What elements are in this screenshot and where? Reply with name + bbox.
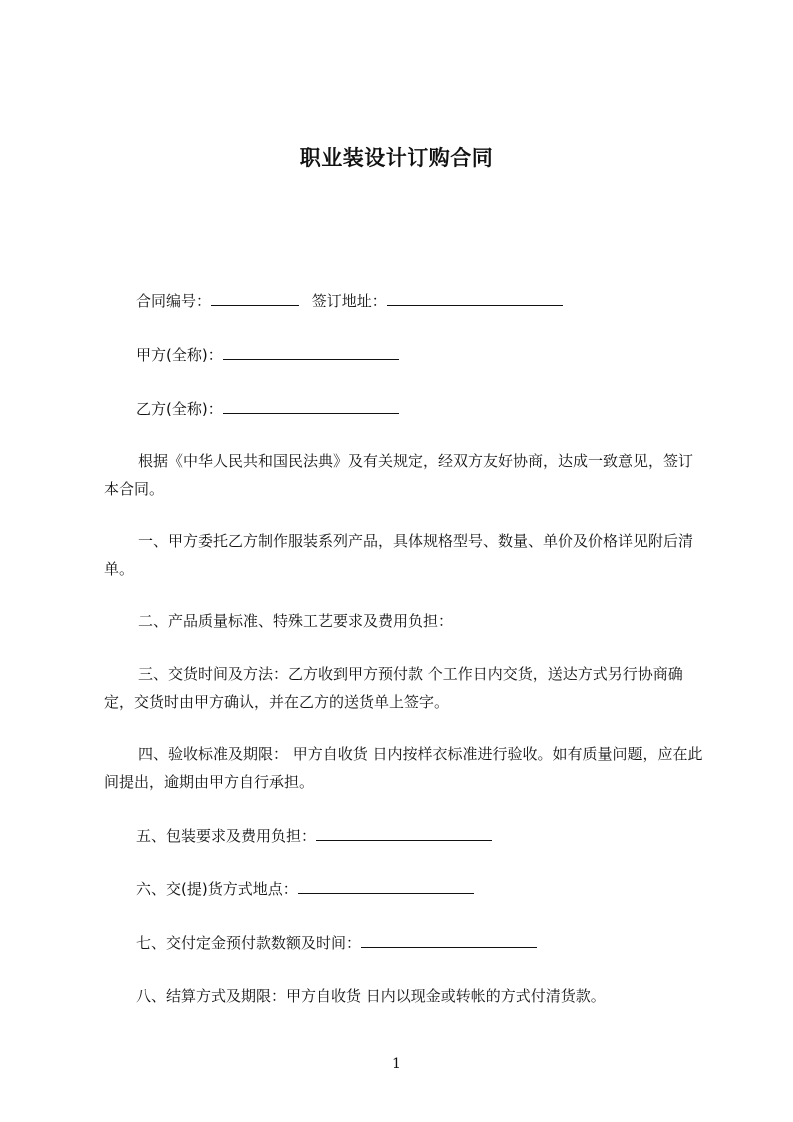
clause-6-blank [298,880,474,894]
page-number: 1 [392,1056,401,1072]
clause-8: 八、结算方式及期限：甲方自收货 日内以现金或转帐的方式付清货款。 [136,987,606,1005]
document-title: 职业装设计订购合同 [299,146,494,170]
clause-5-blank [316,827,492,841]
contract-no-blank [211,292,299,306]
party-a-blank [223,346,399,360]
party-a-line [136,344,399,365]
clause-5 [136,825,492,846]
party-b-line [136,398,399,419]
contract-no-label: 合同编号： [136,292,212,310]
clause-6 [136,878,474,899]
clause-6-label: 六、交(提)货方式地点： [136,880,298,898]
contract-info-line [136,290,563,311]
clause-5-label: 五、包装要求及费用负担： [136,827,317,845]
sign-address-blank [387,292,563,306]
sign-address-label: 签订地址： [311,292,387,310]
party-a-label: 甲方(全称)： [136,346,223,364]
party-b-blank [223,400,399,414]
clause-7 [136,932,537,953]
clause-1: 一、甲方委托乙方制作服装系列产品，具体规格型号、数量、单价及价格详见附后清单。 [104,532,694,578]
clause-4: 四、验收标准及期限： 甲方自收货 日内按样衣标准进行验收。如有质量问题，应在此间提出，逾期由甲方自行承担。 [104,745,703,791]
clause-7-label: 七、交付定金预付款数额及时间： [136,934,362,952]
clause-3: 三、交货时间及方法：乙方收到甲方预付款 个工作日内交货，送达方式另行协商确定，交货时由甲方确认，并在乙方的送货单上签字。 [104,665,683,711]
clause-7-blank [361,934,537,948]
clause-2: 二、产品质量标准、特殊工艺要求及费用负担： [138,612,454,630]
intro-paragraph: 根据《中华人民共和国民法典》及有关规定，经双方友好协商，达成一致意见，签订本合同。 [104,452,694,498]
party-b-label: 乙方(全称)： [136,400,223,418]
